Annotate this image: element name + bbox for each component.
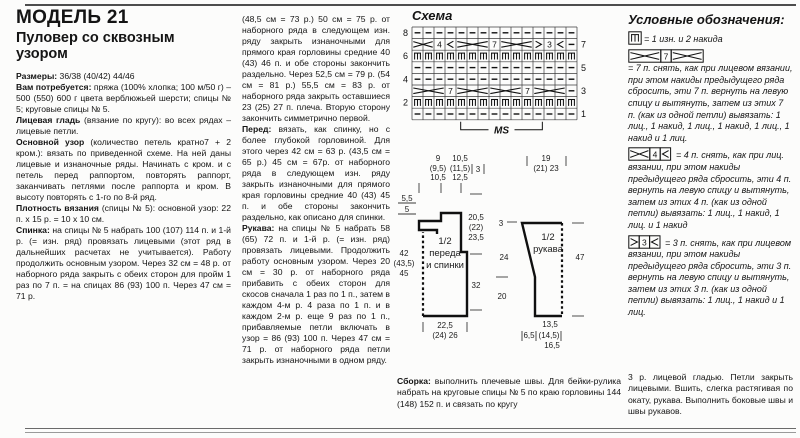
top-rule bbox=[25, 4, 796, 6]
meas-top-a2: (9,5) bbox=[429, 164, 447, 173]
svg-text:4: 4 bbox=[402, 74, 408, 85]
paragraph-back-continued bbox=[242, 14, 390, 124]
meas-right1: 20,5 bbox=[468, 213, 484, 222]
label-front: Перед: bbox=[242, 124, 272, 134]
paragraph-front bbox=[242, 124, 390, 223]
paragraph-assembly bbox=[397, 376, 621, 410]
paragraph-sleeves bbox=[242, 223, 390, 366]
svg-text:MS: MS bbox=[494, 125, 510, 137]
sleeve-top2: (21) 23 bbox=[533, 164, 559, 173]
stitch-chart-section bbox=[398, 8, 613, 146]
label-main-pattern: Основной узор bbox=[16, 137, 85, 147]
text-back: на спицы № 5 набрать 100 (107) 114 п. и 1-й р. (= изн. ряд) провязать лицевыми (этот ряд в дальнейших расчетах не учитывается). Работу продолжить основным узором. Через 32 см = 48 р. от наборного ряда закрыть с обеих сторон для пройм 1 раз по 7 п. = на спицах 86 (93) 100 п. Через 47 см = 71 р. bbox=[16, 225, 231, 301]
svg-text:7: 7 bbox=[581, 39, 587, 50]
legend-item-3st-text: = 3 п. снять, как при лицевом вязании, при этом накиды предыдущего ряда сбросить, эти 3 п. вернуть на левую спицу и вытянуть, затем из этих 3 п. (как из одной петли) вывязать: 1 лиц., 1 накид и 1 лиц. bbox=[628, 237, 792, 318]
svg-text:1: 1 bbox=[581, 109, 587, 120]
legend-item-4st-text: = 4 п. снять, как при лиц. вязании, при этом накиды предыдущего ряда сбросить, эти 4 п. вернуть на левую спицу и вытянуть, затем из этих 4 п. (как из одной петли) вывязать: 1 лиц., 1 накид, 1 лиц. и 1 накид bbox=[628, 150, 792, 230]
meas-top-c: 3 bbox=[475, 165, 481, 174]
text-sizes: 36/38 (40/42) 44/46 bbox=[59, 71, 135, 81]
label-assembly: Сборка: bbox=[397, 376, 431, 386]
meas-top-a3: 10,5 bbox=[430, 173, 446, 182]
meas-len3: 45 bbox=[399, 269, 409, 278]
sleeve-top1: 19 bbox=[541, 154, 551, 163]
svg-text:7: 7 bbox=[448, 85, 453, 96]
meas-len2: (43,5) bbox=[393, 259, 415, 268]
paragraph-sizes bbox=[16, 71, 231, 82]
label-back: Спинка: bbox=[16, 225, 50, 235]
svg-text:4: 4 bbox=[437, 39, 442, 50]
sleeve-left2: 24 bbox=[499, 253, 509, 262]
legend-item-7st-text: = 7 п. снять, как при лицевом вязании, при этом накиды предыдущего ряда сбросить, эти 7 п. вернуть на левую спицу и вытянуть, затем из этих 7 п. (как из одной петли) вывязать: 1 лиц., 1 накид, 1 лиц., 1 накид, 1 лиц., 1 накид и 1 лиц. bbox=[628, 63, 793, 143]
legend-item-7st bbox=[628, 49, 793, 145]
label-materials: Вам потребуется: bbox=[16, 82, 92, 92]
sleeve-bottom4: 16,5 bbox=[544, 341, 560, 350]
paragraph-stockinette bbox=[16, 115, 231, 137]
gather-3-symbol-icon bbox=[628, 235, 663, 249]
label-stockinette: Лицевая гладь bbox=[16, 115, 81, 125]
gather-4-symbol-icon bbox=[628, 147, 674, 161]
sleeve-bottom1: 13,5 bbox=[542, 320, 558, 329]
text-main-pattern: (количество петель кратно7 + 2 кром.): вязать по приведенной схеме. На ней даны лицевые и изнаночные ряды. Начинать с кром. и с петель перед раппортом, повторять раппорт, заканчивать петлями после раппорта и кром. В высоту повторять с 1-го по 8-й ряд. bbox=[16, 137, 231, 202]
knitting-chart bbox=[398, 25, 598, 141]
piece-name-2: переда bbox=[429, 248, 461, 259]
label-sizes: Размеры: bbox=[16, 71, 58, 81]
front-back-measurements bbox=[394, 154, 485, 340]
front-back-label bbox=[426, 236, 464, 271]
page-subtitle: Пуловер со сквозным узором bbox=[16, 30, 175, 62]
label-sleeves: Рукава: bbox=[242, 223, 275, 233]
paragraph-gauge bbox=[16, 203, 231, 225]
text-front: вязать, как спинку, но с более глубокой горловиной. Для этого через 42 см = 63 р. (43,5 см = 65 р.) 45 см = 67р. от наборного ряда в следующем изн. ряду закрыть изнаночными для прямого края горловины средние 40 (43) 45 п. и обе стороны закончить раздельно, как описано для спинки. bbox=[242, 124, 390, 222]
legend-section bbox=[628, 12, 793, 322]
sleeve-schematic bbox=[496, 154, 585, 350]
svg-text:7: 7 bbox=[525, 85, 530, 96]
svg-text:3: 3 bbox=[581, 86, 587, 96]
paragraph-main-pattern bbox=[16, 137, 231, 203]
svg-text:2: 2 bbox=[402, 97, 408, 108]
text-materials: пряжа (100% хлопка; 100 м/50 г) – 500 (550) 600 г цвета верблюжьей шерсти; спицы № 5; круговые спицы № 5. bbox=[16, 82, 231, 114]
symbol-3-number: 3 bbox=[642, 236, 647, 247]
paragraph-materials bbox=[16, 82, 231, 115]
piece-name-1: 1/2 bbox=[438, 236, 452, 247]
svg-text:6: 6 bbox=[402, 51, 408, 62]
gather-7-symbol-icon bbox=[628, 49, 704, 63]
label-gauge: Плотность вязания bbox=[16, 203, 99, 213]
sleeve-left1: 3 bbox=[498, 219, 504, 228]
text-sleeves: на спицы № 5 набрать 58 (65) 72 п. и 1-й р. (= изн. ряд) провязать лицевыми. Продолжить работу основным узором. Через 20 см = 30 р. от наборного ряда прибавить с обеих сторон для скосов сначала 1 раз по 1 п., затем в каждом 4-м р. 4 раза по 1 п. и в каждом 2-м р. еще 9 раз по 1 п., прибавляемые петли включать в узор = 86 (93) 100 п. Через 47 см = 71 р. от наборного ряда петли закрыть изнаночными в одном ряду. bbox=[242, 223, 391, 365]
meas-band1: 5,5 bbox=[401, 194, 413, 203]
sleeve-bottom3: (14,5) bbox=[538, 331, 560, 340]
sleeve-label bbox=[533, 232, 564, 255]
purl-2yo-symbol-icon bbox=[628, 31, 642, 45]
meas-bottom1: 22,5 bbox=[437, 321, 453, 330]
meas-len1: 42 bbox=[399, 249, 409, 258]
text-back-continued: (48,5 см = 73 р.) 50 см = 75 р. от наборного ряда в следующем изн. ряду закрыть изнаночными для прямого края горловины средние 40 (43) 46 п. и обе стороны закончить раздельно. Через 52,5 см = 79 р. (54 см = 81 р.) 55,5 см = 83 р. от наборного ряда закрыть оставшиеся 23 (25) 27 п. плеча. Вторую сторону закончить симметрично первой. bbox=[242, 14, 390, 123]
column-2 bbox=[242, 14, 390, 432]
column-1 bbox=[16, 7, 231, 432]
garment-schematics bbox=[392, 152, 620, 370]
text-stockinette: (вязание по кругу): во всех рядах – лицевые петли. bbox=[16, 115, 231, 136]
sleeve-name-1: 1/2 bbox=[541, 232, 555, 243]
text-assembly-continuation: 3 р. лицевой гладью. Петли закрыть лицевыми. Вшить, слегка растягивая по окату, рукава. Выполнить боковые швы и швы рукавов. bbox=[628, 372, 793, 417]
legend-item-purl-yo-text: = 1 изн. и 2 накида bbox=[644, 34, 723, 44]
legend-item-4st bbox=[628, 147, 793, 231]
meas-right2: (22) bbox=[468, 223, 484, 232]
legend-item-3st bbox=[628, 235, 793, 319]
legend-heading: Условные обозначения: bbox=[628, 12, 785, 27]
sleeve-left3: 20 bbox=[497, 292, 507, 301]
text-assembly: выполнить плечевые швы. Для бейки-рулика набрать на круговые спицы № 5 по краю горловины 144 (148) 152 п. и связать по кругу bbox=[397, 376, 622, 409]
sleeve-bottom2: 6,5 bbox=[523, 331, 535, 340]
front-back-schematic bbox=[394, 154, 485, 340]
text-gauge: (спицы № 5): основной узор: 22 п. х 15 р. = 10 х 10 см. bbox=[16, 203, 231, 224]
symbol-4-number: 4 bbox=[652, 149, 658, 160]
meas-band2: 5 bbox=[404, 205, 410, 214]
meas-top-b2: (11,5) bbox=[449, 164, 471, 173]
assembly-continuation-section bbox=[628, 372, 793, 418]
meas-top-a1: 9 bbox=[435, 154, 441, 163]
symbol-7-number: 7 bbox=[663, 50, 669, 61]
schematics-section bbox=[392, 152, 620, 370]
sleeve-right1: 47 bbox=[575, 253, 585, 262]
sleeve-name-2: рукава bbox=[533, 244, 563, 255]
meas-top-b3: 12,5 bbox=[452, 173, 468, 182]
svg-text:8: 8 bbox=[402, 28, 408, 38]
meas-right4: 32 bbox=[471, 281, 481, 290]
page-title: МОДЕЛЬ 21 bbox=[16, 7, 129, 28]
meas-bottom2: (24) 26 bbox=[432, 331, 458, 340]
piece-name-3: и спинки bbox=[426, 260, 464, 271]
paragraph-back bbox=[16, 225, 231, 302]
svg-text:7: 7 bbox=[492, 39, 497, 50]
chart-title: Схема bbox=[412, 8, 453, 23]
svg-text:3: 3 bbox=[547, 39, 552, 50]
meas-top-b1: 10,5 bbox=[452, 154, 468, 163]
svg-text:5: 5 bbox=[581, 62, 587, 73]
assembly-section bbox=[397, 376, 621, 410]
meas-right3: 23,5 bbox=[468, 233, 484, 242]
legend-item-purl-yo bbox=[628, 31, 793, 46]
